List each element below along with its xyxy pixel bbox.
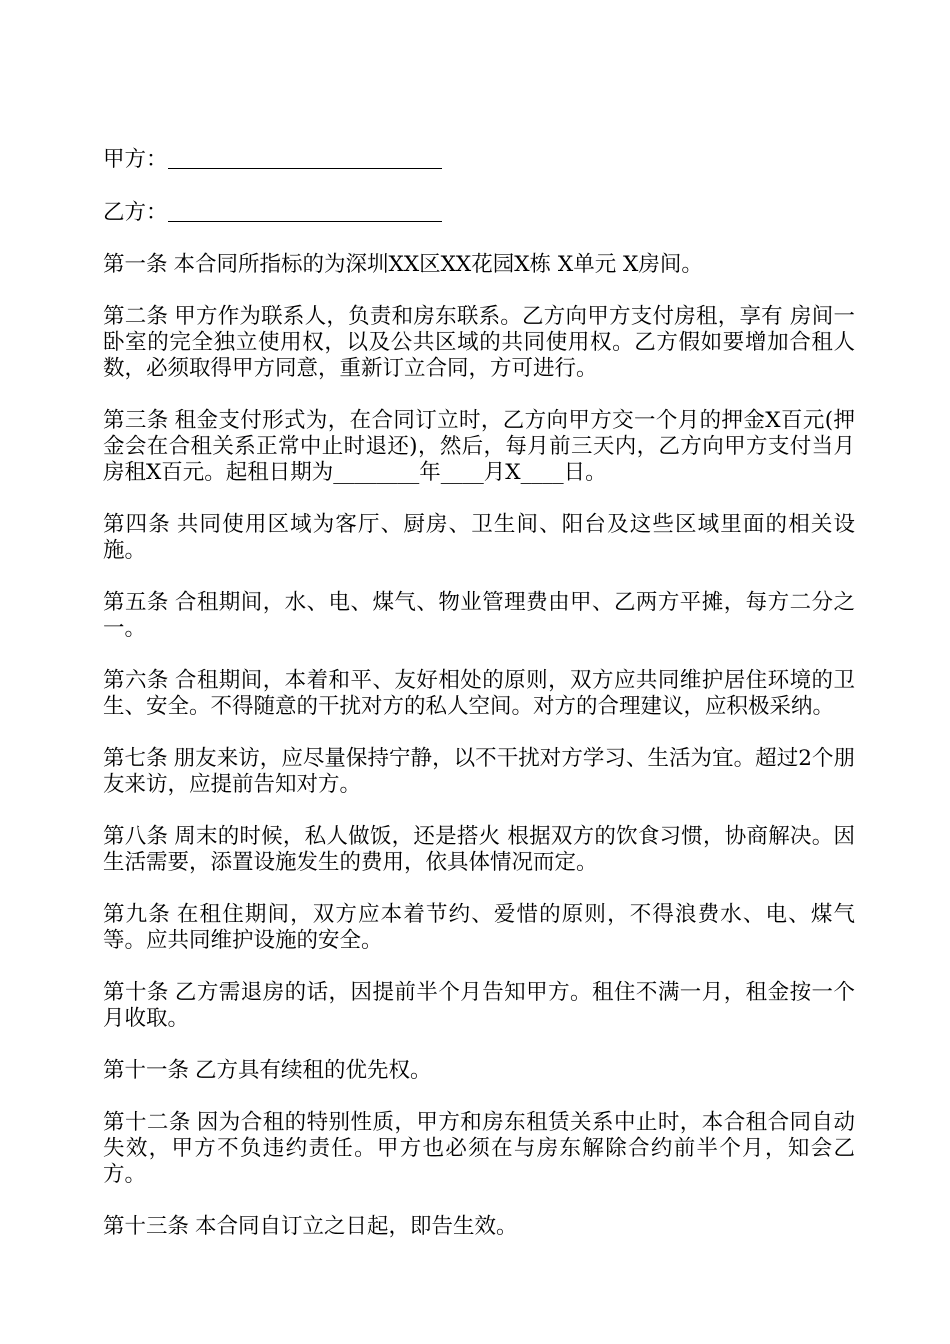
party-b xyxy=(103,199,855,226)
clause-6 xyxy=(103,668,855,720)
clause-1 xyxy=(103,252,855,278)
party-a-blank xyxy=(168,146,442,169)
clause-text: 共同使用区域为客厅、厨房、卫生间、阳台及这些区域里面的相关设施。 xyxy=(103,512,855,563)
clause-text: 朋友来访，应尽量保持宁静，以不干扰对方学习、生活为宜。超过2个朋友来访，应提前告知对方。 xyxy=(103,746,855,797)
clause-5 xyxy=(103,590,855,642)
party-b-label: 乙方： xyxy=(103,200,168,225)
clause-number: 第七条 xyxy=(103,746,168,771)
clause-13 xyxy=(103,1214,855,1240)
clause-text: 本合同自订立之日起，即告生效。 xyxy=(195,1214,518,1239)
party-b-blank xyxy=(168,199,442,222)
clause-text: 乙方需退房的话，因提前半个月告知甲方。租住不满一月，租金按一个月收取。 xyxy=(103,980,855,1031)
clause-text: 甲方作为联系人，负责和房东联系。乙方向甲方支付房租，享有 房间一卧室的完全独立使用权，以及公共区域的共同使用权。乙方假如要增加合租人数，必须取得甲方同意，重新订立合同，方可进行。 xyxy=(103,304,855,381)
clause-number: 第十条 xyxy=(103,980,169,1005)
clause-text: 合租期间，水、电、煤气、物业管理费由甲、乙两方平摊，每方二分之一。 xyxy=(103,590,855,641)
clause-text: 在租住期间，双方应本着节约、爱惜的原则，不得浪费水、电、煤气等。应共同维护设施的安全。 xyxy=(103,902,855,953)
clause-text: 周末的时候，私人做饭，还是搭火 根据双方的饮食习惯，协商解决。因生活需要，添置设施发生的费用，依具体情况而定。 xyxy=(103,824,855,875)
clause-number: 第九条 xyxy=(103,902,171,927)
clause-number: 第十二条 xyxy=(103,1110,191,1135)
clause-number: 第八条 xyxy=(103,824,169,849)
clause-text: 乙方具有续租的优先权。 xyxy=(195,1058,432,1083)
clause-number: 第十三条 xyxy=(103,1214,190,1239)
clause-10 xyxy=(103,980,855,1032)
clause-2 xyxy=(103,304,855,382)
clause-text: 合租期间，本着和平、友好相处的原则，双方应共同维护居住环境的卫生、安全。不得随意的干扰对方的私人空间。对方的合理建议，应积极采纳。 xyxy=(103,668,855,719)
clause-number: 第六条 xyxy=(103,668,169,693)
clause-7 xyxy=(103,746,855,798)
clause-text: 租金支付形式为，在合同订立时，乙方向甲方交一个月的押金X百元(押金会在合租关系正常中止时退还)，然后，每月前三天内，乙方向甲方支付当月房租X百元。起租日期为________年____月X____日。 xyxy=(103,408,855,485)
clause-number: 第二条 xyxy=(103,304,169,329)
party-a-label: 甲方： xyxy=(103,147,168,172)
party-a xyxy=(103,146,855,173)
clause-9 xyxy=(103,902,855,954)
clause-number: 第十一条 xyxy=(103,1058,190,1083)
clause-text: 因为合租的特别性质，甲方和房东租赁关系中止时，本合租合同自动失效，甲方不负违约责任。甲方也必须在与房东解除合约前半个月，知会乙方。 xyxy=(103,1110,855,1187)
clause-8 xyxy=(103,824,855,876)
clause-number: 第一条 xyxy=(103,252,168,277)
clause-4 xyxy=(103,512,855,564)
clause-11 xyxy=(103,1058,855,1084)
clause-number: 第五条 xyxy=(103,590,169,615)
clause-3 xyxy=(103,408,855,486)
clause-text: 本合同所指标的为深圳XX区XX花园X栋 X单元 X房间。 xyxy=(173,252,703,277)
clause-number: 第三条 xyxy=(103,408,169,433)
contract-document xyxy=(103,146,855,1266)
clause-number: 第四条 xyxy=(103,512,171,537)
clause-12 xyxy=(103,1110,855,1188)
